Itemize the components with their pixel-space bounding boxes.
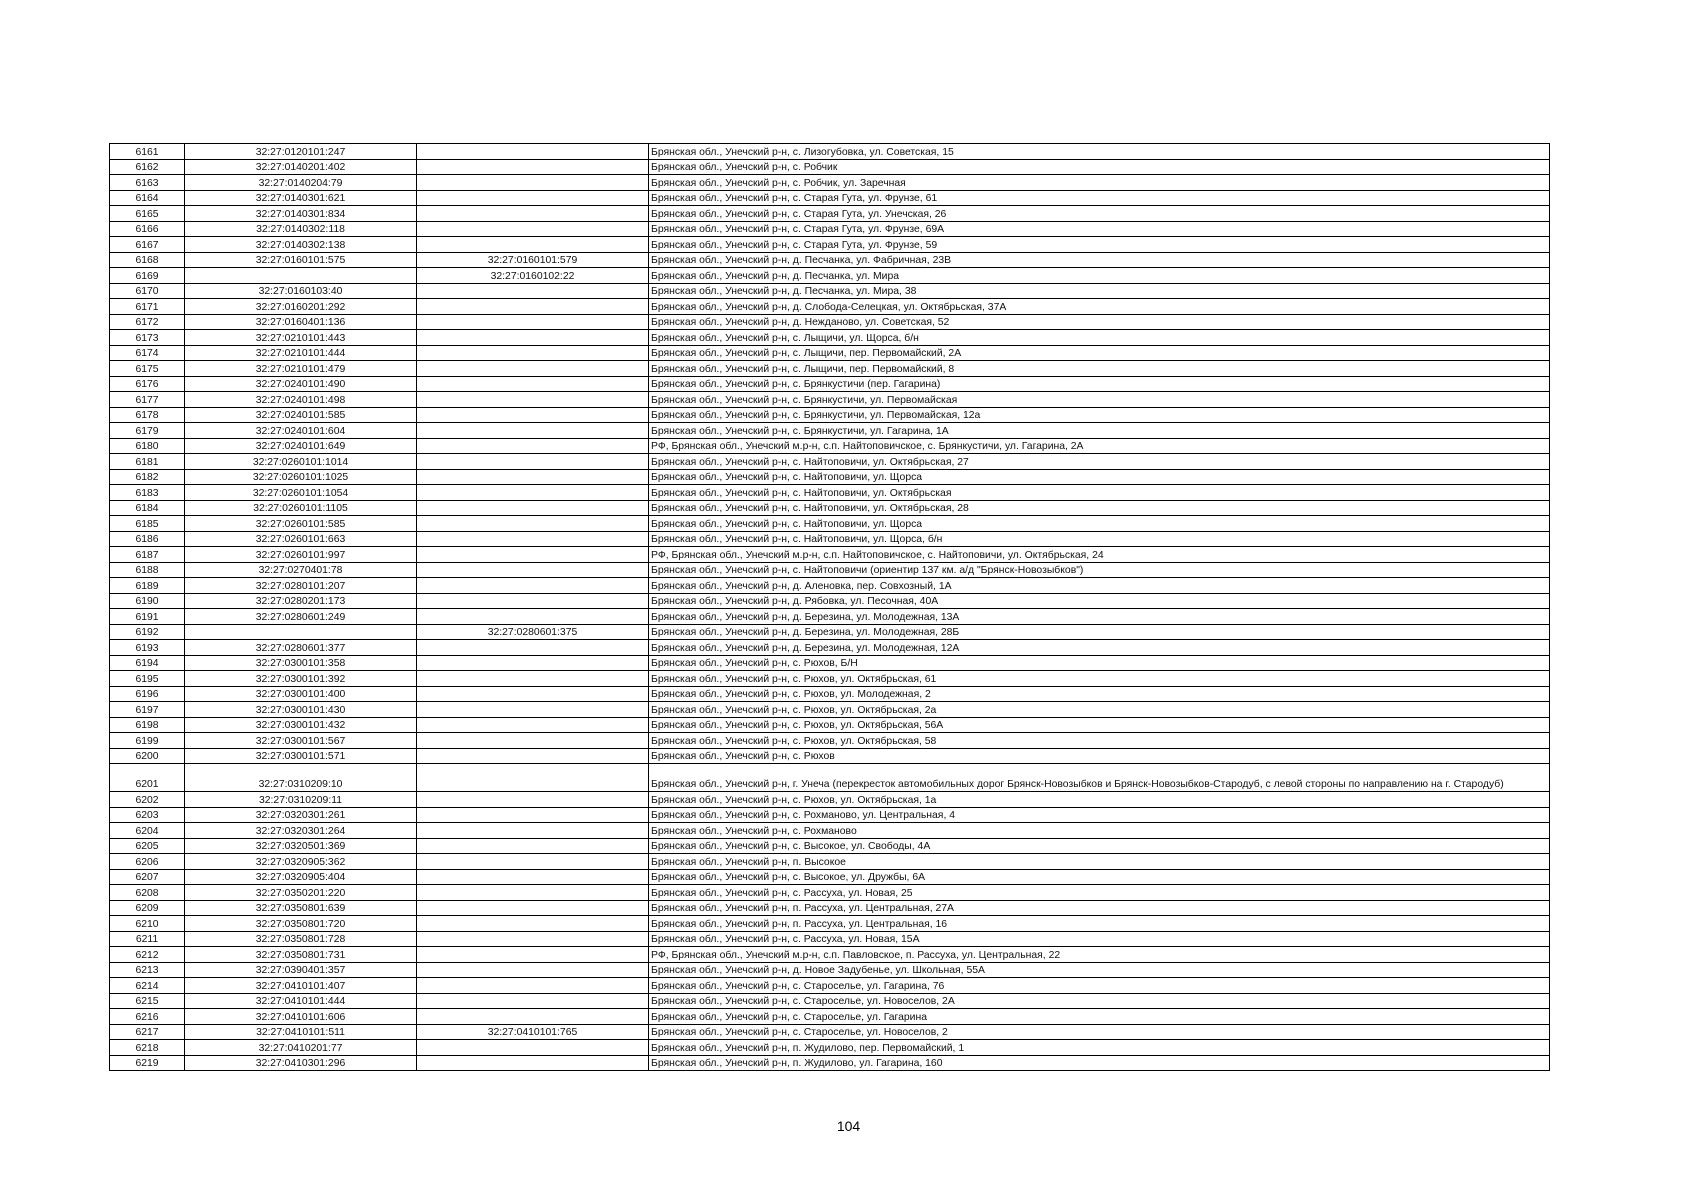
related-cadastral-number-cell <box>417 823 649 839</box>
address-cell: Брянская обл., Унечский р-н, с. Найтоповичи (ориентир 137 км. а/д "Брянск-Новозыбков") <box>649 562 1550 578</box>
table-row <box>110 330 1550 346</box>
table-row <box>110 500 1550 516</box>
related-cadastral-number-cell <box>417 237 649 253</box>
cadastral-number-cell: 32:27:0300101:358 <box>185 655 417 671</box>
table-row <box>110 764 1550 792</box>
related-cadastral-number-cell <box>417 748 649 764</box>
row-number-cell: 6216 <box>110 1009 185 1025</box>
table-row <box>110 823 1550 839</box>
table-row <box>110 947 1550 963</box>
row-number-cell: 6214 <box>110 978 185 994</box>
related-cadastral-number-cell <box>417 885 649 901</box>
related-cadastral-number-cell <box>417 764 649 792</box>
related-cadastral-number-cell <box>417 947 649 963</box>
cadastral-number-cell: 32:27:0160101:575 <box>185 252 417 268</box>
related-cadastral-number-cell <box>417 686 649 702</box>
row-number-cell: 6201 <box>110 764 185 792</box>
address-cell: Брянская обл., Унечский р-н, с. Рюхов, Б/Н <box>649 655 1550 671</box>
cadastral-number-cell: 32:27:0140301:621 <box>185 190 417 206</box>
table-row <box>110 361 1550 377</box>
table-row <box>110 175 1550 191</box>
cadastral-number-cell: 32:27:0350801:720 <box>185 916 417 932</box>
related-cadastral-number-cell <box>417 175 649 191</box>
row-number-cell: 6186 <box>110 531 185 547</box>
cadastral-number-cell <box>185 268 417 284</box>
row-number-cell: 6196 <box>110 686 185 702</box>
table-row <box>110 748 1550 764</box>
address-cell: Брянская обл., Унечский р-н, с. Старая Гута, ул. Фрунзе, 59 <box>649 237 1550 253</box>
table-row <box>110 702 1550 718</box>
address-cell: Брянская обл., Унечский р-н, с. Брянкустичи, ул. Первомайская <box>649 392 1550 408</box>
related-cadastral-number-cell <box>417 1055 649 1071</box>
cadastral-number-cell: 32:27:0300101:432 <box>185 717 417 733</box>
table-row <box>110 221 1550 237</box>
address-cell: Брянская обл., Унечский р-н, с. Брянкустичи (пер. Гагарина) <box>649 376 1550 392</box>
related-cadastral-number-cell <box>417 469 649 485</box>
related-cadastral-number-cell <box>417 916 649 932</box>
cadastral-number-cell: 32:27:0300101:392 <box>185 671 417 687</box>
table-row <box>110 190 1550 206</box>
registry-table <box>109 143 1550 1071</box>
related-cadastral-number-cell <box>417 733 649 749</box>
address-cell: Брянская обл., Унечский р-н, с. Рюхов <box>649 748 1550 764</box>
table-row <box>110 578 1550 594</box>
address-cell: Брянская обл., Унечский р-н, с. Найтоповичи, ул. Октябрьская, 27 <box>649 454 1550 470</box>
table-row <box>110 299 1550 315</box>
row-number-cell: 6181 <box>110 454 185 470</box>
address-cell: Брянская обл., Унечский р-н, д. Песчанка, ул. Мира, 38 <box>649 283 1550 299</box>
row-number-cell: 6169 <box>110 268 185 284</box>
table-row <box>110 792 1550 808</box>
cadastral-number-cell: 32:27:0280201:173 <box>185 593 417 609</box>
address-cell: Брянская обл., Унечский р-н, с. Староселье, ул. Новоселов, 2 <box>649 1024 1550 1040</box>
table-row <box>110 423 1550 439</box>
address-cell: Брянская обл., Унечский р-н, с. Брянкустичи, ул. Гагарина, 1А <box>649 423 1550 439</box>
cadastral-number-cell: 32:27:0240101:490 <box>185 376 417 392</box>
row-number-cell: 6168 <box>110 252 185 268</box>
cadastral-number-cell: 32:27:0140302:138 <box>185 237 417 253</box>
related-cadastral-number-cell <box>417 531 649 547</box>
table-row <box>110 562 1550 578</box>
address-cell: Брянская обл., Унечский р-н, с. Найтоповичи, ул. Щорса <box>649 469 1550 485</box>
related-cadastral-number-cell: 32:27:0410101:765 <box>417 1024 649 1040</box>
address-cell: Брянская обл., Унечский р-н, с. Рохманово <box>649 823 1550 839</box>
related-cadastral-number-cell: 32:27:0280601:375 <box>417 624 649 640</box>
table-row <box>110 962 1550 978</box>
cadastral-number-cell: 32:27:0350201:220 <box>185 885 417 901</box>
related-cadastral-number-cell <box>417 702 649 718</box>
related-cadastral-number-cell <box>417 206 649 222</box>
row-number-cell: 6197 <box>110 702 185 718</box>
cadastral-number-cell: 32:27:0350801:728 <box>185 931 417 947</box>
row-number-cell: 6175 <box>110 361 185 377</box>
table-row <box>110 931 1550 947</box>
address-cell: Брянская обл., Унечский р-н, с. Рассуха, ул. Новая, 15А <box>649 931 1550 947</box>
row-number-cell: 6166 <box>110 221 185 237</box>
cadastral-number-cell: 32:27:0260101:585 <box>185 516 417 532</box>
address-cell: Брянская обл., Унечский р-н, д. Березина, ул. Молодежная, 13А <box>649 609 1550 625</box>
address-cell: Брянская обл., Унечский р-н, с. Староселье, ул. Новоселов, 2А <box>649 993 1550 1009</box>
address-cell: Брянская обл., Унечский р-н, с. Рюхов, ул. Октябрьская, 56А <box>649 717 1550 733</box>
cadastral-number-cell: 32:27:0140301:834 <box>185 206 417 222</box>
related-cadastral-number-cell <box>417 807 649 823</box>
address-cell: Брянская обл., Унечский р-н, с. Старая Гута, ул. Унечская, 26 <box>649 206 1550 222</box>
table-row <box>110 268 1550 284</box>
table-row <box>110 624 1550 640</box>
row-number-cell: 6202 <box>110 792 185 808</box>
row-number-cell: 6180 <box>110 438 185 454</box>
related-cadastral-number-cell <box>417 345 649 361</box>
address-cell: Брянская обл., Унечский р-н, с. Высокое, ул. Дружбы, 6А <box>649 869 1550 885</box>
related-cadastral-number-cell <box>417 485 649 501</box>
cadastral-number-cell: 32:27:0410101:444 <box>185 993 417 1009</box>
row-number-cell: 6178 <box>110 407 185 423</box>
row-number-cell: 6172 <box>110 314 185 330</box>
row-number-cell: 6217 <box>110 1024 185 1040</box>
address-cell: Брянская обл., Унечский р-н, с. Высокое, ул. Свободы, 4А <box>649 838 1550 854</box>
related-cadastral-number-cell: 32:27:0160101:579 <box>417 252 649 268</box>
table-row <box>110 237 1550 253</box>
row-number-cell: 6188 <box>110 562 185 578</box>
cadastral-number-cell: 32:27:0320301:264 <box>185 823 417 839</box>
cadastral-number-cell <box>185 624 417 640</box>
table-row <box>110 516 1550 532</box>
row-number-cell: 6192 <box>110 624 185 640</box>
related-cadastral-number-cell <box>417 144 649 160</box>
address-cell: Брянская обл., Унечский р-н, с. Брянкустичи, ул. Первомайская, 12а <box>649 407 1550 423</box>
row-number-cell: 6177 <box>110 392 185 408</box>
page-number: 104 <box>836 1118 861 1134</box>
related-cadastral-number-cell <box>417 500 649 516</box>
address-cell: Брянская обл., Унечский р-н, д. Нежданово, ул. Советская, 52 <box>649 314 1550 330</box>
related-cadastral-number-cell <box>417 547 649 563</box>
related-cadastral-number-cell <box>417 376 649 392</box>
address-cell: Брянская обл., Унечский р-н, с. Рассуха, ул. Новая, 25 <box>649 885 1550 901</box>
row-number-cell: 6218 <box>110 1040 185 1056</box>
address-cell: Брянская обл., Унечский р-н, с. Староселье, ул. Гагарина, 76 <box>649 978 1550 994</box>
related-cadastral-number-cell <box>417 330 649 346</box>
table-row <box>110 392 1550 408</box>
row-number-cell: 6171 <box>110 299 185 315</box>
table-row <box>110 547 1550 563</box>
address-cell: Брянская обл., Унечский р-н, с. Рюхов, ул. Октябрьская, 2а <box>649 702 1550 718</box>
address-cell: Брянская обл., Унечский р-н, д. Березина, ул. Молодежная, 28Б <box>649 624 1550 640</box>
table-row <box>110 593 1550 609</box>
row-number-cell: 6167 <box>110 237 185 253</box>
related-cadastral-number-cell <box>417 854 649 870</box>
related-cadastral-number-cell <box>417 283 649 299</box>
table-row <box>110 717 1550 733</box>
cadastral-number-cell: 32:27:0240101:649 <box>185 438 417 454</box>
address-cell: Брянская обл., Унечский р-н, г. Унеча (перекресток автомобильных дорог Брянск-Новозыбков и Брянск-Новозыбков-Стародуб, с левой стороны по направлению на г. Стародуб) <box>649 764 1550 792</box>
cadastral-number-cell: 32:27:0300101:400 <box>185 686 417 702</box>
related-cadastral-number-cell <box>417 978 649 994</box>
related-cadastral-number-cell <box>417 1009 649 1025</box>
table-row <box>110 854 1550 870</box>
cadastral-number-cell: 32:27:0310209:11 <box>185 792 417 808</box>
address-cell: Брянская обл., Унечский р-н, с. Старая Гута, ул. Фрунзе, 69А <box>649 221 1550 237</box>
address-cell: Брянская обл., Унечский р-н, с. Робчик, ул. Заречная <box>649 175 1550 191</box>
row-number-cell: 6191 <box>110 609 185 625</box>
cadastral-number-cell: 32:27:0260101:1025 <box>185 469 417 485</box>
cadastral-number-cell: 32:27:0240101:604 <box>185 423 417 439</box>
table-row <box>110 283 1550 299</box>
table-row <box>110 531 1550 547</box>
address-cell: Брянская обл., Унечский р-н, с. Лыщичи, пер. Первомайский, 2А <box>649 345 1550 361</box>
table-row <box>110 345 1550 361</box>
table-row <box>110 469 1550 485</box>
row-number-cell: 6184 <box>110 500 185 516</box>
row-number-cell: 6163 <box>110 175 185 191</box>
address-cell: Брянская обл., Унечский р-н, с. Робчик <box>649 159 1550 175</box>
address-cell: Брянская обл., Унечский р-н, п. Рассуха, ул. Центральная, 27А <box>649 900 1550 916</box>
related-cadastral-number-cell <box>417 671 649 687</box>
row-number-cell: 6176 <box>110 376 185 392</box>
cadastral-number-cell: 32:27:0160401:136 <box>185 314 417 330</box>
address-cell: Брянская обл., Унечский р-н, д. Песчанка, ул. Мира <box>649 268 1550 284</box>
table-row <box>110 1009 1550 1025</box>
address-cell: Брянская обл., Унечский р-н, с. Лыщичи, пер. Первомайский, 8 <box>649 361 1550 377</box>
row-number-cell: 6210 <box>110 916 185 932</box>
cadastral-number-cell: 32:27:0280601:249 <box>185 609 417 625</box>
related-cadastral-number-cell: 32:27:0160102:22 <box>417 268 649 284</box>
table-row <box>110 609 1550 625</box>
table-row <box>110 1024 1550 1040</box>
cadastral-number-cell: 32:27:0320501:369 <box>185 838 417 854</box>
cadastral-number-cell: 32:27:0120101:247 <box>185 144 417 160</box>
address-cell: Брянская обл., Унечский р-н, с. Найтоповичи, ул. Октябрьская, 28 <box>649 500 1550 516</box>
registry-table-body <box>110 144 1550 1071</box>
row-number-cell: 6193 <box>110 640 185 656</box>
cadastral-number-cell: 32:27:0350801:639 <box>185 900 417 916</box>
row-number-cell: 6219 <box>110 1055 185 1071</box>
row-number-cell: 6209 <box>110 900 185 916</box>
address-cell: Брянская обл., Унечский р-н, с. Лыщичи, ул. Щорса, б/н <box>649 330 1550 346</box>
table-row <box>110 1040 1550 1056</box>
related-cadastral-number-cell <box>417 423 649 439</box>
table-row <box>110 640 1550 656</box>
row-number-cell: 6212 <box>110 947 185 963</box>
cadastral-number-cell: 32:27:0410301:296 <box>185 1055 417 1071</box>
row-number-cell: 6164 <box>110 190 185 206</box>
table-row <box>110 454 1550 470</box>
address-cell: Брянская обл., Унечский р-н, с. Рюхов, ул. Молодежная, 2 <box>649 686 1550 702</box>
related-cadastral-number-cell <box>417 900 649 916</box>
row-number-cell: 6207 <box>110 869 185 885</box>
row-number-cell: 6189 <box>110 578 185 594</box>
table-row <box>110 978 1550 994</box>
related-cadastral-number-cell <box>417 593 649 609</box>
address-cell: Брянская обл., Унечский р-н, с. Рюхов, ул. Октябрьская, 61 <box>649 671 1550 687</box>
address-cell: Брянская обл., Унечский р-н, с. Найтоповичи, ул. Щорса <box>649 516 1550 532</box>
table-row <box>110 314 1550 330</box>
cadastral-number-cell: 32:27:0160103:40 <box>185 283 417 299</box>
table-row <box>110 438 1550 454</box>
address-cell: Брянская обл., Унечский р-н, с. Рохманово, ул. Центральная, 4 <box>649 807 1550 823</box>
address-cell: Брянская обл., Унечский р-н, с. Старая Гута, ул. Фрунзе, 61 <box>649 190 1550 206</box>
cadastral-number-cell: 32:27:0320905:362 <box>185 854 417 870</box>
cadastral-number-cell: 32:27:0410201:77 <box>185 1040 417 1056</box>
table-row <box>110 838 1550 854</box>
related-cadastral-number-cell <box>417 454 649 470</box>
table-row <box>110 485 1550 501</box>
row-number-cell: 6165 <box>110 206 185 222</box>
row-number-cell: 6215 <box>110 993 185 1009</box>
related-cadastral-number-cell <box>417 221 649 237</box>
row-number-cell: 6173 <box>110 330 185 346</box>
address-cell: Брянская обл., Унечский р-н, д. Слобода-Селецкая, ул. Октябрьская, 37А <box>649 299 1550 315</box>
table-row <box>110 885 1550 901</box>
row-number-cell: 6208 <box>110 885 185 901</box>
cadastral-number-cell: 32:27:0300101:430 <box>185 702 417 718</box>
cadastral-number-cell: 32:27:0280101:207 <box>185 578 417 594</box>
related-cadastral-number-cell <box>417 640 649 656</box>
table-row <box>110 916 1550 932</box>
related-cadastral-number-cell <box>417 392 649 408</box>
cadastral-number-cell: 32:27:0410101:606 <box>185 1009 417 1025</box>
table-row <box>110 733 1550 749</box>
cadastral-number-cell: 32:27:0320905:404 <box>185 869 417 885</box>
cadastral-number-cell: 32:27:0140204:79 <box>185 175 417 191</box>
cadastral-number-cell: 32:27:0160201:292 <box>185 299 417 315</box>
address-cell: Брянская обл., Унечский р-н, п. Высокое <box>649 854 1550 870</box>
row-number-cell: 6182 <box>110 469 185 485</box>
row-number-cell: 6204 <box>110 823 185 839</box>
cadastral-number-cell: 32:27:0240101:585 <box>185 407 417 423</box>
cadastral-number-cell: 32:27:0410101:407 <box>185 978 417 994</box>
cadastral-number-cell: 32:27:0240101:498 <box>185 392 417 408</box>
related-cadastral-number-cell <box>417 578 649 594</box>
address-cell: Брянская обл., Унечский р-н, д. Аленовка, пер. Совхозный, 1А <box>649 578 1550 594</box>
related-cadastral-number-cell <box>417 655 649 671</box>
row-number-cell: 6179 <box>110 423 185 439</box>
table-row <box>110 1055 1550 1071</box>
related-cadastral-number-cell <box>417 609 649 625</box>
row-number-cell: 6194 <box>110 655 185 671</box>
cadastral-number-cell: 32:27:0260101:997 <box>185 547 417 563</box>
address-cell: Брянская обл., Унечский р-н, с. Лизогубовка, ул. Советская, 15 <box>649 144 1550 160</box>
address-cell: Брянская обл., Унечский р-н, п. Жудилово, пер. Первомайский, 1 <box>649 1040 1550 1056</box>
address-cell: Брянская обл., Унечский р-н, с. Найтоповичи, ул. Октябрьская <box>649 485 1550 501</box>
related-cadastral-number-cell <box>417 516 649 532</box>
table-row <box>110 206 1550 222</box>
row-number-cell: 6187 <box>110 547 185 563</box>
address-cell: РФ, Брянская обл., Унечский м.р-н, с.п. Найтоповичское, с. Брянкустичи, ул. Гагарина, 2А <box>649 438 1550 454</box>
address-cell: Брянская обл., Унечский р-н, д. Новое Задубенье, ул. Школьная, 55А <box>649 962 1550 978</box>
related-cadastral-number-cell <box>417 190 649 206</box>
row-number-cell: 6174 <box>110 345 185 361</box>
address-cell: Брянская обл., Унечский р-н, п. Жудилово, ул. Гагарина, 160 <box>649 1055 1550 1071</box>
related-cadastral-number-cell <box>417 299 649 315</box>
address-cell: Брянская обл., Унечский р-н, д. Песчанка, ул. Фабричная, 23В <box>649 252 1550 268</box>
cadastral-number-cell: 32:27:0310209:10 <box>185 764 417 792</box>
address-cell: Брянская обл., Унечский р-н, п. Рассуха, ул. Центральная, 16 <box>649 916 1550 932</box>
table-row <box>110 407 1550 423</box>
row-number-cell: 6195 <box>110 671 185 687</box>
row-number-cell: 6170 <box>110 283 185 299</box>
cadastral-number-cell: 32:27:0270401:78 <box>185 562 417 578</box>
related-cadastral-number-cell <box>417 1040 649 1056</box>
row-number-cell: 6205 <box>110 838 185 854</box>
table-row <box>110 686 1550 702</box>
table-row <box>110 993 1550 1009</box>
related-cadastral-number-cell <box>417 792 649 808</box>
address-cell: Брянская обл., Унечский р-н, с. Найтоповичи, ул. Щорса, б/н <box>649 531 1550 547</box>
row-number-cell: 6206 <box>110 854 185 870</box>
table-row <box>110 655 1550 671</box>
cadastral-number-cell: 32:27:0210101:443 <box>185 330 417 346</box>
row-number-cell: 6203 <box>110 807 185 823</box>
table-row <box>110 807 1550 823</box>
related-cadastral-number-cell <box>417 869 649 885</box>
cadastral-number-cell: 32:27:0140302:118 <box>185 221 417 237</box>
related-cadastral-number-cell <box>417 314 649 330</box>
related-cadastral-number-cell <box>417 717 649 733</box>
row-number-cell: 6183 <box>110 485 185 501</box>
related-cadastral-number-cell <box>417 838 649 854</box>
cadastral-number-cell: 32:27:0410101:511 <box>185 1024 417 1040</box>
cadastral-number-cell: 32:27:0140201:402 <box>185 159 417 175</box>
row-number-cell: 6161 <box>110 144 185 160</box>
row-number-cell: 6162 <box>110 159 185 175</box>
cadastral-number-cell: 32:27:0260101:1054 <box>185 485 417 501</box>
cadastral-number-cell: 32:27:0390401:357 <box>185 962 417 978</box>
table-row <box>110 252 1550 268</box>
related-cadastral-number-cell <box>417 159 649 175</box>
table-row <box>110 900 1550 916</box>
cadastral-number-cell: 32:27:0320301:261 <box>185 807 417 823</box>
related-cadastral-number-cell <box>417 993 649 1009</box>
address-cell: Брянская обл., Унечский р-н, д. Березина, ул. Молодежная, 12А <box>649 640 1550 656</box>
row-number-cell: 6200 <box>110 748 185 764</box>
cadastral-number-cell: 32:27:0300101:571 <box>185 748 417 764</box>
row-number-cell: 6198 <box>110 717 185 733</box>
cadastral-number-cell: 32:27:0260101:1014 <box>185 454 417 470</box>
table-row <box>110 671 1550 687</box>
table-row <box>110 159 1550 175</box>
address-cell: Брянская обл., Унечский р-н, с. Рюхов, ул. Октябрьская, 1а <box>649 792 1550 808</box>
related-cadastral-number-cell <box>417 931 649 947</box>
related-cadastral-number-cell <box>417 361 649 377</box>
cadastral-number-cell: 32:27:0260101:663 <box>185 531 417 547</box>
cadastral-number-cell: 32:27:0280601:377 <box>185 640 417 656</box>
table-row <box>110 376 1550 392</box>
row-number-cell: 6185 <box>110 516 185 532</box>
related-cadastral-number-cell <box>417 438 649 454</box>
cadastral-number-cell: 32:27:0260101:1105 <box>185 500 417 516</box>
table-row <box>110 144 1550 160</box>
address-cell: Брянская обл., Унечский р-н, с. Рюхов, ул. Октябрьская, 58 <box>649 733 1550 749</box>
cadastral-number-cell: 32:27:0300101:567 <box>185 733 417 749</box>
cadastral-number-cell: 32:27:0210101:479 <box>185 361 417 377</box>
address-cell: РФ, Брянская обл., Унечский м.р-н, с.п. Павловское, п. Рассуха, ул. Центральная, 22 <box>649 947 1550 963</box>
table-row <box>110 869 1550 885</box>
cadastral-number-cell: 32:27:0210101:444 <box>185 345 417 361</box>
address-cell: Брянская обл., Унечский р-н, д. Рябовка, ул. Песочная, 40А <box>649 593 1550 609</box>
row-number-cell: 6211 <box>110 931 185 947</box>
related-cadastral-number-cell <box>417 562 649 578</box>
related-cadastral-number-cell <box>417 407 649 423</box>
address-cell: Брянская обл., Унечский р-н, с. Староселье, ул. Гагарина <box>649 1009 1550 1025</box>
related-cadastral-number-cell <box>417 962 649 978</box>
address-cell: РФ, Брянская обл., Унечский м.р-н, с.п. Найтоповичское, с. Найтоповичи, ул. Октябрьская, 24 <box>649 547 1550 563</box>
cadastral-number-cell: 32:27:0350801:731 <box>185 947 417 963</box>
row-number-cell: 6213 <box>110 962 185 978</box>
row-number-cell: 6190 <box>110 593 185 609</box>
row-number-cell: 6199 <box>110 733 185 749</box>
